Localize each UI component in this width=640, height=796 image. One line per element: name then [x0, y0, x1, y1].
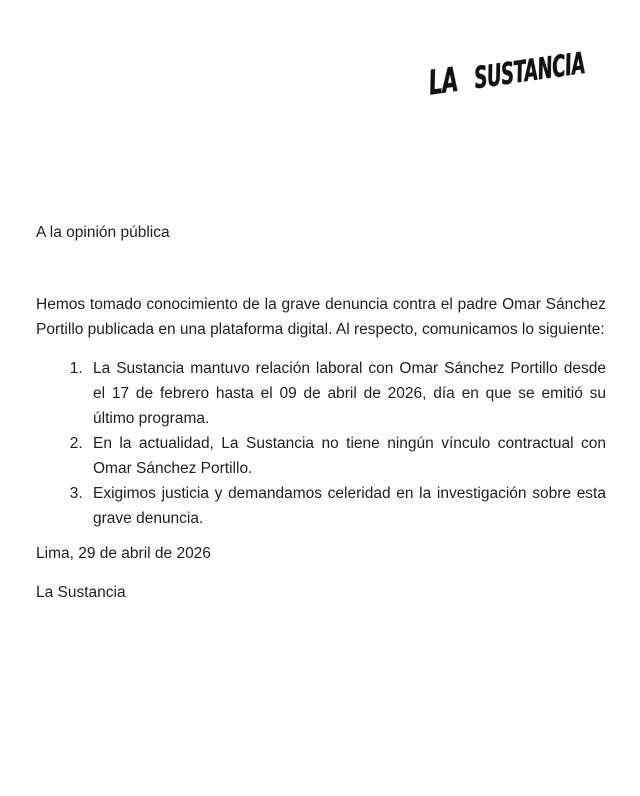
- list-item: 2. En la actualidad, La Sustancia no tiene ningún vínculo contractual con Omar Sánchez Portillo.: [87, 431, 606, 481]
- numbered-points-list: [36, 356, 606, 531]
- signature: La Sustancia: [36, 584, 126, 601]
- la-sustancia-logo: [425, 32, 640, 104]
- list-item: 3. Exigimos justicia y demandamos celeridad en la investigación sobre esta grave denuncia.: [87, 481, 606, 531]
- salutation: A la opinión pública: [36, 224, 170, 241]
- statement-body: [36, 222, 606, 604]
- place-and-date: Lima, 29 de abril de 2026: [36, 545, 211, 562]
- logo-word-sustancia: SUSTANCIA: [472, 46, 587, 97]
- brand-logo: [426, 46, 588, 114]
- logo-word-la: LA: [426, 59, 460, 104]
- lead-paragraph: Hemos tomado conocimiento de la grave denuncia contra el padre Omar Sánchez Portillo publicada en una plataforma digital. Al respecto, comunicamos lo siguiente:: [36, 296, 606, 338]
- list-item: 1. La Sustancia mantuvo relación laboral con Omar Sánchez Portillo desde el 17 de febrero hasta el 09 de abril de 2026, día en que se emitió su último programa.: [87, 356, 606, 431]
